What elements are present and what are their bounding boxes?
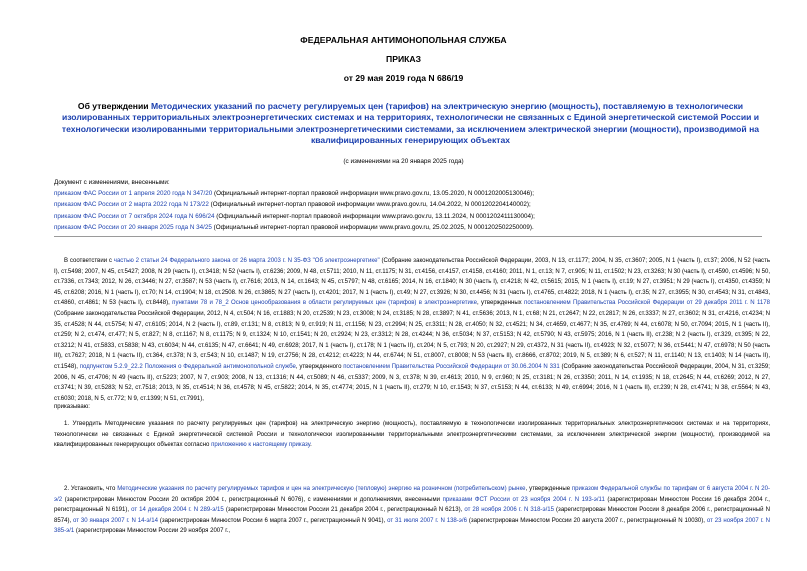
- text-run: (Собрание законодательства Российской Федерации, 2004, N 31, ст.3259; 2006, N 45, ст.4706; N 49 (часть II), ст.5223; 2007, N 7, ст.903; 2008, N 13, ст.1316; N 44, ст.5089; N 46, ст.5337; 2009, N 3, ст.378; N 39, ст.4613; 2010, N 9, ст.960; N 25, ст.3181; N 26, ст.3350; 2011, N 14, ст.1935; N 18, ст.2645; N 44, ст.6269; 2012, N 27, ст.3741; N 39, ст.5283; N 52, ст.7518; 2013, N 35, ст.4514; N 36, ст.4578; N 45, ст.5822; 2014, N 35, ст.4774; 2015, N 1 (часть II), ст.279; N 10, ст.1543; N 37, ст.5153; N 44, ст.6133; N 49, ст.6994; 2016, N 1 (часть II), ст.239; N 28, ст.4741; N 38, ст.5564; N 43, ст.6030; 2018, N 5, ст.772; N 9, ст.1399; N 51, ст.7991),: [54, 363, 770, 402]
- change-link[interactable]: приказом ФАС России от 2 марта 2022 года N 173/22: [54, 201, 209, 209]
- fst-order-link[interactable]: приказами ФСТ России от 23 ноября 2004 г. N 193-э/11: [442, 496, 605, 503]
- preamble-paragraph: [54, 256, 770, 404]
- regulation-subclause-link[interactable]: подпунктом 5.2.9_22.2 Положения о Федеральной антимонопольной службе: [79, 363, 296, 370]
- title-prefix: Об утверждении: [77, 101, 151, 111]
- government-decree-link[interactable]: постановлением Правительства Российской Федерации от 30.06.2004 N 331: [343, 363, 560, 370]
- law-link[interactable]: частью 2 статьи 24 Федерального закона от 26 марта 2003 г. N 35-ФЗ "Об электроэнергетике": [113, 258, 380, 264]
- text-run: (зарегистрирован Минюстом России 8 декабря 2006 г., регистрационный N 8574),: [54, 507, 770, 524]
- changes-intro: Документ с изменениями, внесенными:: [54, 179, 170, 186]
- change-item: [54, 211, 774, 222]
- title-link[interactable]: Методических указаний по расчету регулируемых цен (тарифов) на электрическую энергию (мощность), поставляемую в технологически изолированных территориальных электроэнергетических системах и на территориях, технологически не связанных с Единой энергетической системой России и технологически изолированными территориальными электроэнергетическими системами, за исключением электрической энергии (мощности), производимой на квалифицированных генерирующих объектах: [61, 101, 760, 145]
- divider: [54, 236, 762, 237]
- clause-2: [54, 484, 770, 537]
- text-run: (зарегистрирован Минюстом России 16 декабря 2004 г., регистрационный N 6191),: [54, 496, 770, 514]
- text-run: (зарегистрирован Минюстом России 29 ноября 2007 г.,: [74, 528, 231, 535]
- fst-order-link[interactable]: от 14 декабря 2004 г. N 289-э/15: [131, 507, 224, 514]
- text-run: (зарегистрирован Минюстом России 20 октября 2004 г., регистрационный N 6076), с изменениями и дополнениями, внесенными: [62, 496, 443, 503]
- change-item: [54, 188, 774, 199]
- text-run: (Собрание законодательства Российской Федерации, 2003, N 13, ст.1177; 2004, N 35, ст.3607; 2005, N 1 (часть I), ст.37; 2006, N 52 (часть I), ст.5498; 2007, N 45, ст.5427; 2008, N 29 (часть I), ст.3418; N 52 (часть I), ст.6236; 2009, N 48, ст.5711; 2010, N 11, ст.1175; N 31, ст.4156, ст.4157, ст.4158, ст.4160; 2011, N 1, ст.13; N 7, ст.905; N 11, ст.1502; N 23, ст.3263; N 30 (часть I), ст.4590, ст.4596; N 50, ст.7336, ст.7343; 2012, N 26, ст.3446; N 27, ст.3587; N 53 (часть I), ст.7616; 2013, N 14, ст.1643; N 45, ст.5797; N 48, ст.6165; 2014, N 16, ст.1840; N 30 (часть I), ст.4218; N 42, ст.5615; 2015, N 1 (часть I), ст.19; N 27, ст.3951; N 29 (часть I), ст.4350, ст.4359; N 45, ст.6208; 2016, N 1 (часть I), ст.70; N 14, ст.1904; N 18, ст.2508. N 26, ст.3865; N 27 (часть I), ст.4201; 2017, N 1 (часть I), ст.49; N 27, ст.3926; N 30, ст.4456; N 31 (часть I), ст.4765, ст.4822; 2018, N 1 (часть I), ст.35; N 27, ст.3955; N 30, ст.4543; N 31, ст.4843, ст.4860, ст.4861; N 53 (часть I), ст.8448),: [54, 258, 770, 307]
- document-title: [44, 101, 777, 146]
- text-run: 1. Утвердить Методические указания по расчету регулируемых цен (тарифов) на электрическую энергию (мощность), поставляемую в технологически изолированных территориальных электроэнергетических системах и на территориях, технологически не связанных с Единой энергетической системой России и технологически изолированными территориальными электроэнергетическими системами, за исключением электрической энергии (мощности), производимой на квалифицированных генерирующих объектах согласно: [54, 421, 770, 449]
- text-run: (зарегистрирован Минюстом России 20 августа 2007 г., регистрационный N 10030),: [466, 517, 707, 524]
- change-text: (Официальный интернет-портал правовой информации www.pravo.gov.ru, 13.11.2024, N 0001202411130004);: [214, 212, 535, 220]
- clause-1: [54, 419, 770, 451]
- change-text: (Официальный интернет-портал правовой информации www.pravo.gov.ru, 14.04.2022, N 0001202204140002);: [208, 201, 531, 209]
- text-run: В соответствии с: [64, 258, 114, 264]
- fst-order-link[interactable]: приказом Федеральной службы по тарифам от 6 августа 2004 г. N 20-э/2: [54, 486, 771, 503]
- fst-order-link[interactable]: от 28 ноября 2006 г. N 318-э/15: [464, 507, 554, 514]
- pricing-basics-link[interactable]: пунктами 78 и 78_2 Основ ценообразования в области регулируемых цен (тарифов) в электроэнергетике: [172, 300, 478, 307]
- fst-order-link[interactable]: от 30 января 2007 г. N 14-э/14: [73, 517, 158, 524]
- change-text: (Официальный интернет-портал правовой информации www.pravo.gov.ru, 25.02.2025, N 0001202502250009).: [211, 223, 534, 231]
- change-text: (Официальный интернет-портал правовой информации www.pravo.gov.ru, 13.05.2020, N 0001202005130046);: [212, 190, 534, 198]
- text-run: , утвержденного: [295, 363, 344, 370]
- fst-order-link[interactable]: от 23 ноября 2007 г. N 385-э/1: [54, 517, 770, 535]
- text-run: .: [310, 442, 312, 449]
- appendix-link[interactable]: приложению к настоящему приказу: [211, 442, 311, 449]
- change-link[interactable]: приказом ФАС России от 7 октября 2024 года N 696/24: [54, 212, 215, 220]
- document-date-number: от 29 мая 2019 года N 686/19: [343, 73, 464, 83]
- guidelines-link[interactable]: Методические указания по расчету регулируемых тарифов и цен на электрическую (тепловую) энергию на розничном (потребительском) рынке: [117, 486, 526, 492]
- changes-list: [54, 177, 774, 233]
- text-run: , утвержденные: [525, 486, 572, 492]
- order-word: приказываю:: [54, 404, 90, 410]
- organization-name: ФЕДЕРАЛЬНАЯ АНТИМОНОПОЛЬНАЯ СЛУЖБА: [300, 35, 507, 45]
- edition-note: (с изменениями на 20 января 2025 года): [343, 158, 464, 165]
- text-run: , утвержденных: [477, 300, 525, 307]
- government-decree-link[interactable]: постановлением Правительства Российской Федерации от 29 декабря 2011 г. N 1178: [524, 300, 771, 307]
- text-run: (Собрание законодательства Российской Федерации, 2012, N 4, ст.504; N 16, ст.1883; N 20, ст.2539; N 23, ст.3008; N 24, ст.3185; N 28, ст.3897; N 41, ст.5636; 2013, N 1, ст.68; N 21, ст.2647; N 22, ст.2817; N 26, ст.3337; N 27, ст.3602; N 31, ст.4216, ст.4234; N 35, ст.4528; N 44, ст.5754; N 47, ст.6105; 2014, N 2 (часть I), ст.89, ст.131; N 8, ст.813; N 9, ст.919; N 11, ст.1156; N 23, ст.2994; N 25, ст.3311; N 28, ст.4050; N 32, ст.4521; N 34, ст.4659, ст.4677; N 35, ст.4769; N 44, ст.6078; N 50, ст.7094; 2015, N 1 (часть II), ст.259; N 2, ст.474, ст.477; N 5, ст.827; N 8, ст.1167; N 8, ст.1175; N 9, ст.1324; N 10, ст.1541; N 20, ст.2924; N 23, ст.3312; N 28, ст.4244; N 36, ст.5034; N 37, ст.5153; N 42, ст.5790; N 43, ст.5975; 2016, N 1 (часть II), ст.238; N 2 (часть I), ст.329, ст.395; N 22, ст.3212; N 41, ст.5833, ст.5838; N 43, ст.6034; N 44, ст.6135; N 47, ст.6641; N 49, ст.6928; 2017, N 1 (часть I), ст.178; N 1 (часть II), ст.204; N 5, ст.793; N 20, ст.2927; N 29, ст.4372, N 31 (часть II), ст.4923; N 32, ст.5077; N 36, ст.5441; N 47, ст.6978; N 50 (часть III), ст.7627; 2018, N 1 (часть II), ст.364, ст.378; N 3, ст.543; N 10, ст.1487; N 19, ст.2756; N 28, ст.4212; ст.4223; N 44, ст.6744; N 51, ст.8007, ст.8008; N 53 (часть II), ст.8666, ст.8702; 2019, N 5, ст.389; N 6, ст.527; N 11, ст.1140; N 13, ст.1403; N 14 (часть II), ст.1548),: [54, 310, 770, 370]
- text-run: 2. Установить, что: [64, 486, 118, 492]
- change-link[interactable]: приказом ФАС России от 20 января 2025 года N 34/25: [54, 223, 212, 231]
- text-run: (зарегистрирован Минюстом России 6 марта 2007 г., регистрационный N 9041),: [157, 517, 388, 524]
- fst-order-link[interactable]: от 31 июля 2007 г. N 138-э/6: [387, 517, 467, 524]
- document-type: ПРИКАЗ: [386, 54, 421, 64]
- change-item: [54, 222, 774, 233]
- change-item: [54, 199, 774, 210]
- text-run: (зарегистрирован Минюстом России 21 декабря 2004 г., регистрационный N 6213),: [223, 507, 465, 514]
- change-link[interactable]: приказом ФАС России от 1 апреля 2020 года N 347/20: [54, 190, 213, 198]
